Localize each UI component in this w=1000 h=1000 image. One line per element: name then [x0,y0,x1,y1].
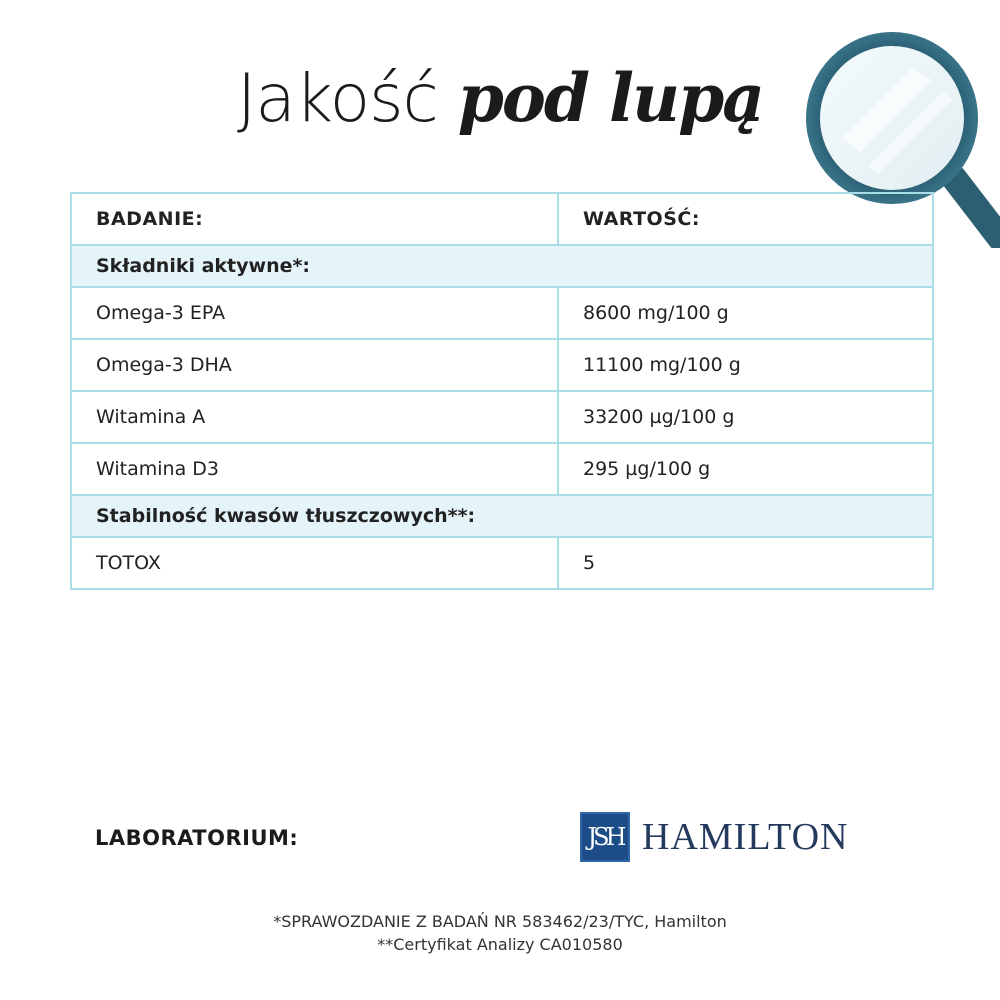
row-value: 295 µg/100 g [558,443,933,495]
row-name: Omega-3 EPA [71,287,558,339]
section-row-active [71,245,933,287]
footnote-report: *SPRAWOZDANIE Z BADAŃ NR 583462/23/TYC, Hamilton [273,912,727,931]
row-value: 8600 mg/100 g [558,287,933,339]
title-emphasis: pod lupą [457,59,764,137]
table-row [71,339,933,391]
section-label: Stabilność kwasów tłuszczowych**: [71,495,933,537]
footnote-certificate: **Certyfikat Analizy CA010580 [377,935,623,954]
section-row-stability [71,495,933,537]
row-name: Witamina A [71,391,558,443]
table-row [71,443,933,495]
header-wartosc: WARTOŚĆ: [558,193,933,245]
row-value: 33200 µg/100 g [558,391,933,443]
results-table [70,192,934,590]
title-regular: Jakość [236,60,438,137]
table-row [71,391,933,443]
row-name: Omega-3 DHA [71,339,558,391]
footnotes [0,910,1000,956]
logo-mark: JSH [580,812,630,862]
hamilton-logo [580,812,848,862]
row-value: 5 [558,537,933,589]
row-value: 11100 mg/100 g [558,339,933,391]
laboratory-label: LABORATORIUM: [95,826,299,850]
table-row [71,537,933,589]
logo-text: HAMILTON [642,816,849,858]
header-badanie: BADANIE: [71,193,558,245]
row-name: TOTOX [71,537,558,589]
row-name: Witamina D3 [71,443,558,495]
section-label: Składniki aktywne*: [71,245,933,287]
table-header-row [71,193,933,245]
table-row [71,287,933,339]
